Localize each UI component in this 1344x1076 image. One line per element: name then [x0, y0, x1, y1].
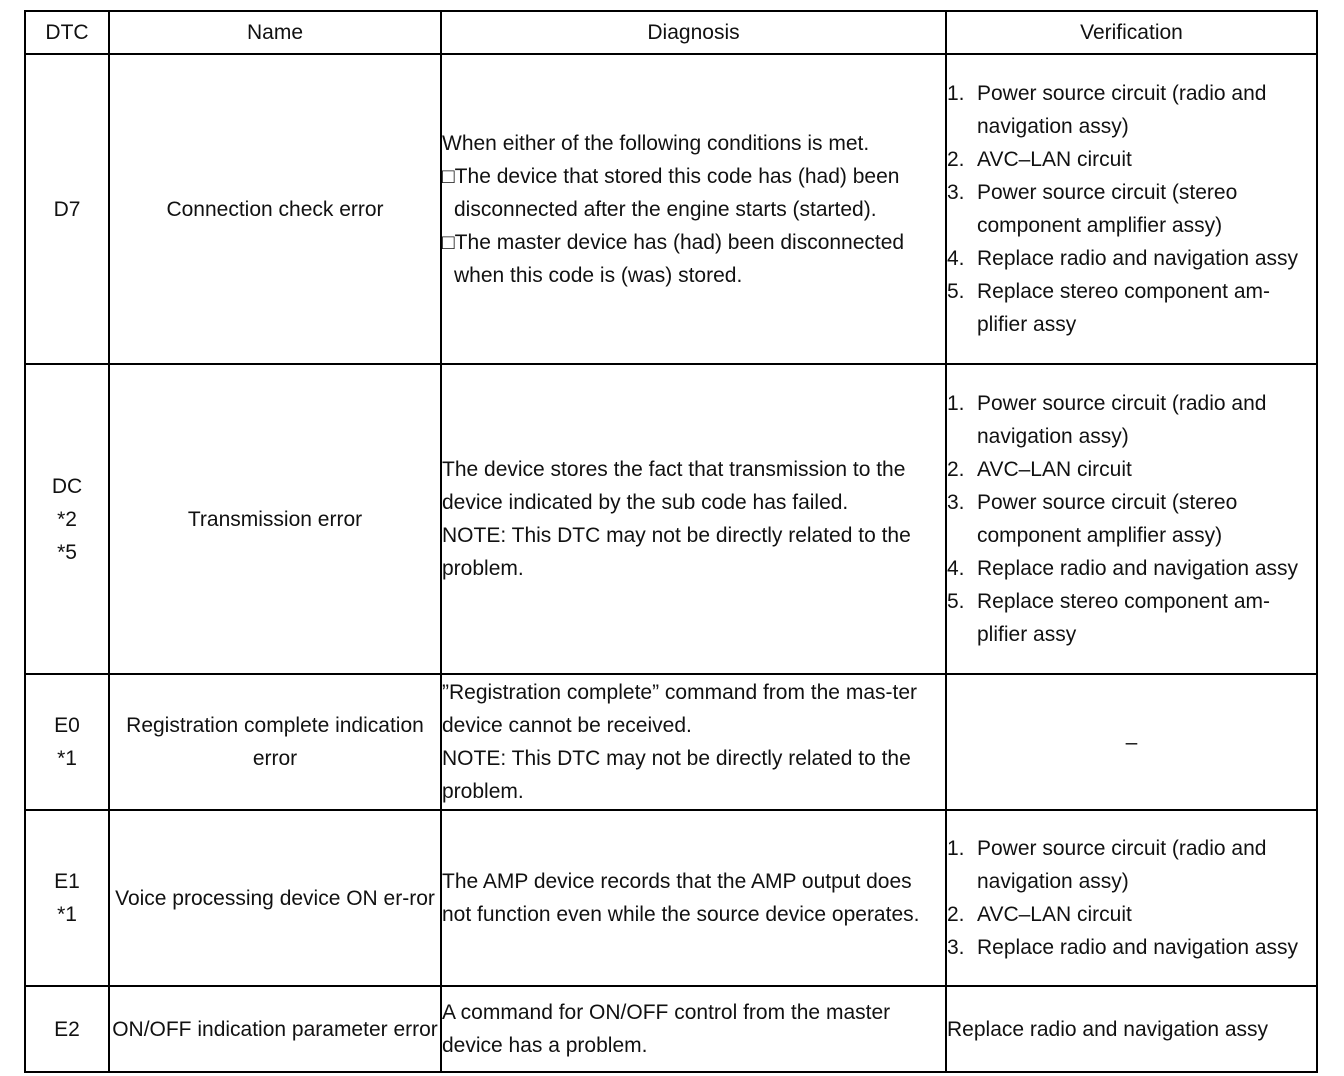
dtc-code-cell — [25, 986, 109, 1072]
verification-text: Replace radio and navigation assy — [947, 1017, 1269, 1041]
diagnosis-note: NOTE: This DTC may not be directly related to the problem. — [442, 524, 911, 580]
verification-item: 3. Power source circuit (stereo component amplifier assy) — [947, 491, 1238, 547]
dtc-name: ON/OFF indication parameter error — [109, 986, 441, 1072]
diagnosis-text: The AMP device records that the AMP output does not function even while the source device operates. — [442, 870, 920, 926]
table-row — [25, 54, 1317, 364]
header-dtc: DTC — [25, 11, 109, 54]
verification-list — [947, 77, 1316, 341]
verification-text: – — [1125, 730, 1138, 754]
verification-item: 5. Replace stereo component am-plifier assy — [947, 590, 1270, 646]
diagnosis-cell — [441, 674, 946, 810]
verification-cell — [946, 674, 1317, 810]
diagnosis-cell — [441, 54, 946, 364]
diagnosis-bullet: □The device that stored this code has (had) been disconnected after the engine starts (started). — [442, 164, 900, 221]
dtc-footnote: *2 — [57, 507, 77, 531]
header-row — [25, 11, 1317, 54]
header-verification: Verification — [946, 11, 1317, 54]
verification-item: 3. Replace radio and navigation assy — [947, 936, 1299, 959]
verification-cell — [946, 986, 1317, 1072]
dtc-code-cell — [25, 810, 109, 986]
table-row — [25, 986, 1317, 1072]
diagnosis-cell — [441, 364, 946, 674]
verification-item: 3. Power source circuit (stereo component amplifier assy) — [947, 181, 1238, 237]
verification-item: 1. Power source circuit (radio and navigation assy) — [947, 392, 1267, 448]
diagnosis-cell — [441, 986, 946, 1072]
dtc-code-cell — [25, 54, 109, 364]
diagnosis-text: ”Registration complete” command from the mas-ter device cannot be received. — [442, 681, 917, 737]
verification-item: 1. Power source circuit (radio and navigation assy) — [947, 82, 1267, 138]
table-row — [25, 810, 1317, 986]
table-row — [25, 674, 1317, 810]
dtc-code: D7 — [53, 197, 81, 221]
dtc-code: E2 — [54, 1017, 80, 1041]
dtc-code-cell — [25, 674, 109, 810]
dtc-code-cell — [25, 364, 109, 674]
dtc-name: Transmission error — [109, 364, 441, 674]
verification-item: 5. Replace stereo component am-plifier assy — [947, 280, 1270, 336]
verification-cell — [946, 810, 1317, 986]
verification-cell — [946, 54, 1317, 364]
verification-item: 2. AVC–LAN circuit — [947, 148, 1132, 171]
header-diagnosis: Diagnosis — [441, 11, 946, 54]
dtc-name: Connection check error — [109, 54, 441, 364]
dtc-code: E0 — [54, 714, 80, 737]
verification-list — [947, 832, 1316, 964]
dtc-table — [24, 10, 1318, 1073]
dtc-footnote: *5 — [57, 540, 77, 564]
dtc-name: Registration complete indication error — [109, 674, 441, 810]
table-row — [25, 364, 1317, 674]
verification-cell — [946, 364, 1317, 674]
diagnosis-text: The device stores the fact that transmission to the device indicated by the sub code has failed. — [442, 458, 906, 514]
diagnosis-cell — [441, 810, 946, 986]
diagnosis-note: NOTE: This DTC may not be directly related to the problem. — [442, 747, 911, 803]
dtc-footnote: *1 — [57, 747, 77, 770]
diagnosis-text: When either of the following conditions is met. — [442, 131, 870, 155]
verification-item: 2. AVC–LAN circuit — [947, 458, 1132, 481]
verification-item: 2. AVC–LAN circuit — [947, 903, 1132, 926]
dtc-code: DC — [51, 474, 83, 498]
diagnosis-bullet: □The master device has (had) been disconnected when this code is (was) stored. — [442, 230, 905, 287]
dtc-code: E1 — [54, 870, 80, 893]
header-name: Name — [109, 11, 441, 54]
verification-list — [947, 387, 1316, 651]
verification-item: 4. Replace radio and navigation assy — [947, 557, 1299, 580]
diagnosis-text: A command for ON/OFF control from the master device has a problem. — [442, 1001, 891, 1057]
verification-item: 1. Power source circuit (radio and navigation assy) — [947, 837, 1267, 893]
verification-item: 4. Replace radio and navigation assy — [947, 247, 1299, 270]
dtc-footnote: *1 — [57, 903, 77, 926]
dtc-name: Voice processing device ON er-ror — [109, 810, 441, 986]
